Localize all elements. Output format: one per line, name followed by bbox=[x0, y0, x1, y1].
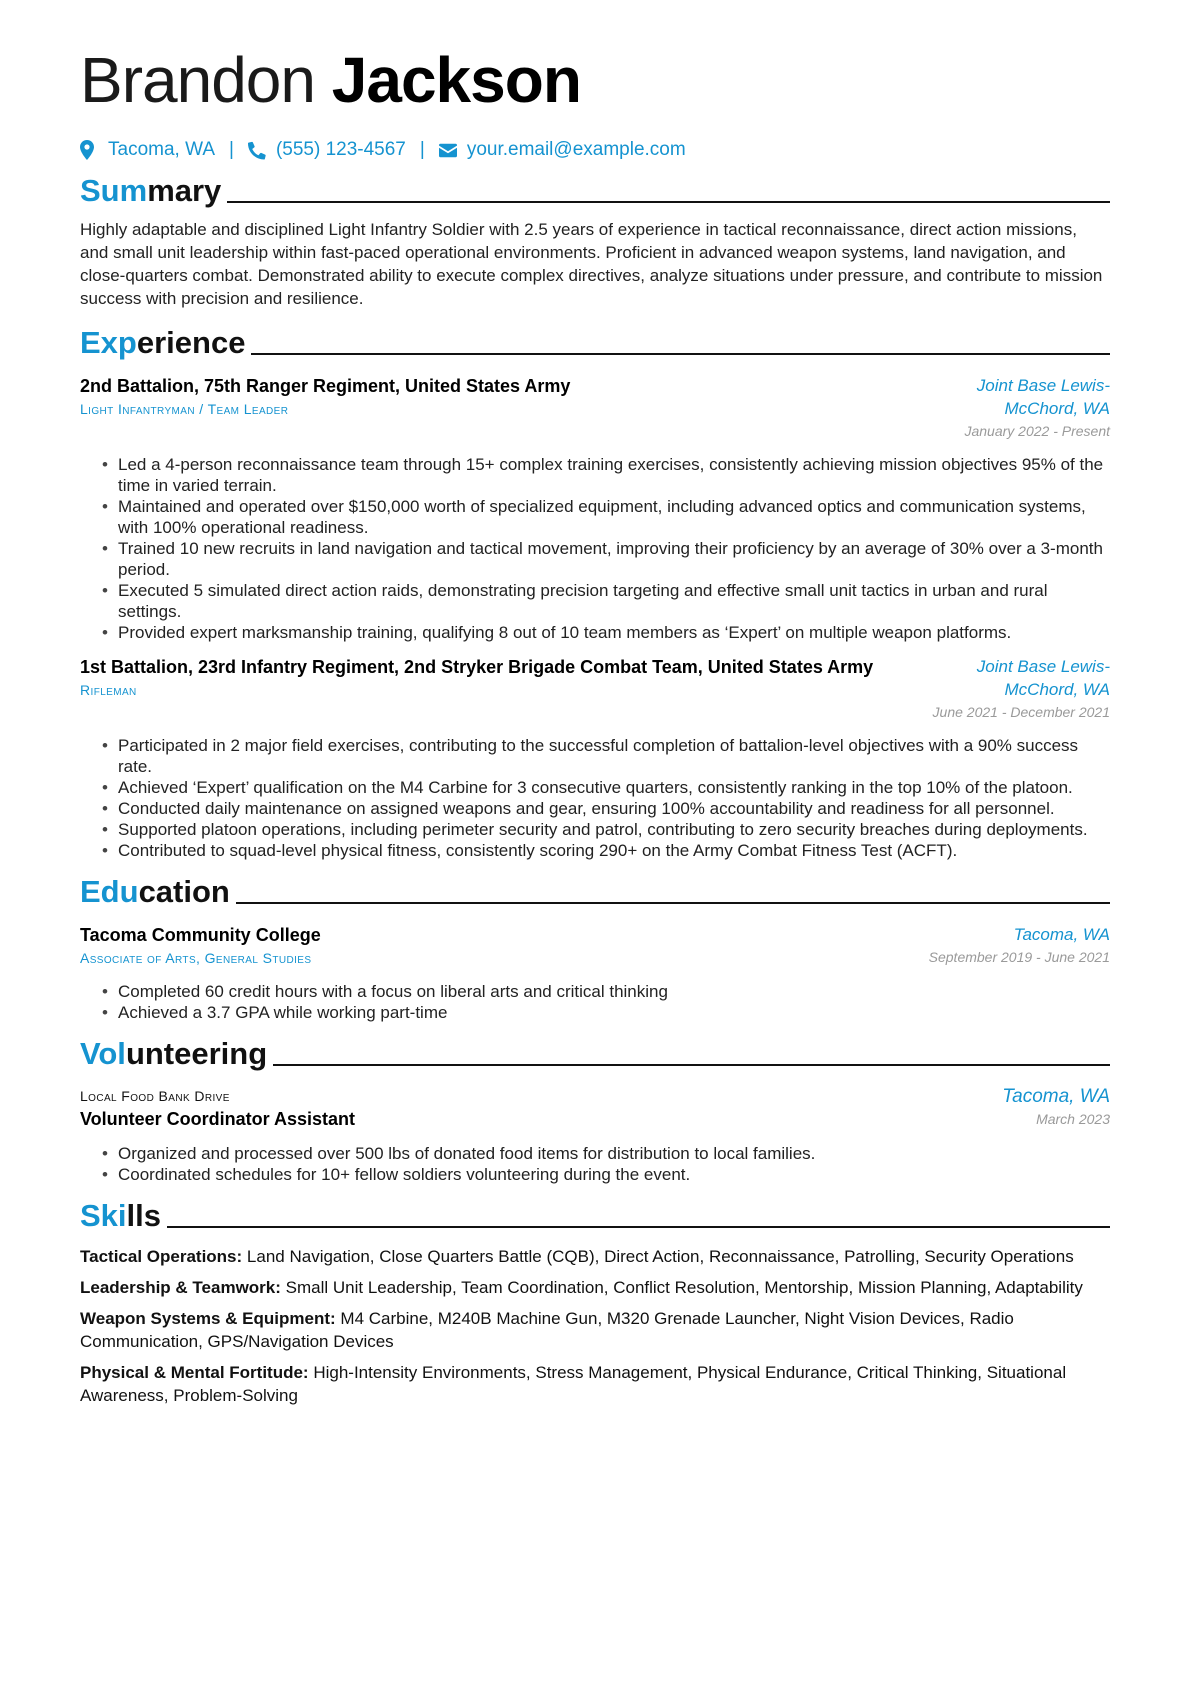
last-name: Jackson bbox=[331, 44, 581, 116]
title-rest: cation bbox=[138, 874, 230, 909]
bullet-item: • Completed 60 credit hours with a focus on liberal arts and critical thinking bbox=[118, 981, 1110, 1002]
section-title bbox=[80, 172, 221, 210]
skill-group bbox=[80, 1307, 1110, 1353]
map-pin-icon bbox=[80, 140, 98, 160]
title-highlight: Sum bbox=[80, 173, 148, 208]
job-title: Rifleman bbox=[80, 682, 137, 698]
institution: Tacoma Community College bbox=[80, 925, 321, 945]
entry-dates: September 2019 - June 2021 bbox=[928, 949, 1110, 965]
bullet-list bbox=[80, 735, 1110, 861]
bullet-list bbox=[80, 981, 1110, 1023]
bullet-item: • Supported platoon operations, including perimeter security and patrol, contributing to zero security breaches during deployments. bbox=[118, 819, 1110, 840]
section-title bbox=[80, 873, 230, 911]
bullet-item: • Led a 4-person reconnaissance team through 15+ complex training exercises, consistently achieving mission objectives 95% of the time in varied terrain. bbox=[118, 454, 1110, 496]
title-highlight: Exp bbox=[80, 325, 137, 360]
summary-heading bbox=[80, 172, 1110, 210]
contact-phone[interactable] bbox=[248, 139, 406, 161]
email-text: your.email@example.com bbox=[466, 139, 686, 160]
title-rest: lls bbox=[126, 1198, 161, 1233]
resume-page bbox=[80, 40, 1110, 1407]
education-entry bbox=[80, 923, 1110, 1023]
experience-entry bbox=[80, 374, 1110, 643]
skill-label: Physical & Mental Fortitude: bbox=[80, 1363, 309, 1382]
volunteering-heading bbox=[80, 1035, 1110, 1073]
bullet-item: • Achieved a 3.7 GPA while working part-time bbox=[118, 1002, 1110, 1023]
bullet-item: • Provided expert marksmanship training, qualifying 8 out of 10 team members as ‘Expert’ on multiple weapon platforms. bbox=[118, 622, 1110, 643]
experience-entry bbox=[80, 655, 1110, 861]
contact-separator: | bbox=[419, 139, 425, 160]
bullet-item: • Coordinated schedules for 10+ fellow soldiers volunteering during the event. bbox=[118, 1164, 1110, 1185]
contact-bar bbox=[80, 136, 1110, 164]
bullet-item: • Maintained and operated over $150,000 worth of specialized equipment, including advanced optics and communication systems, with 100% operational readiness. bbox=[118, 496, 1110, 538]
skill-items: Land Navigation, Close Quarters Battle (CQB), Direct Action, Reconnaissance, Patrolling, Security Operations bbox=[246, 1247, 1074, 1266]
skill-items: High-Intensity Environments, Stress Management, Physical Endurance, Critical Thinking, Situational Awareness, Problem-Solving bbox=[80, 1363, 1067, 1405]
section-title bbox=[80, 1197, 161, 1235]
organization: 2nd Battalion, 75th Ranger Regiment, United States Army bbox=[80, 376, 571, 396]
section-rule bbox=[167, 1226, 1110, 1228]
bullet-item: • Organized and processed over 500 lbs of donated food items for distribution to local families. bbox=[118, 1143, 1110, 1164]
bullet-list bbox=[80, 1143, 1110, 1185]
experience-heading bbox=[80, 324, 1110, 362]
section-rule bbox=[251, 353, 1110, 355]
location-text: Tacoma, WA bbox=[108, 139, 215, 160]
skill-label: Weapon Systems & Equipment: bbox=[80, 1309, 336, 1328]
contact-separator: | bbox=[229, 139, 234, 160]
entry-dates: June 2021 - December 2021 bbox=[932, 704, 1110, 720]
summary-text: Highly adaptable and disciplined Light Infantry Soldier with 2.5 years of experience in tactical reconnaissance, direct action missions, and small unit leadership within fast-paced operational environments. Proficient in advanced weapon systems, land navigation, and close-quarters combat. Demonstrated ability to execute complex directives, analyze situations under pressure, and contribute to mission success with precision and resilience. bbox=[80, 220, 1103, 308]
section-title bbox=[80, 1035, 267, 1073]
section-rule bbox=[227, 201, 1110, 203]
skill-group bbox=[80, 1245, 1110, 1268]
degree: Associate of Arts, General Studies bbox=[80, 950, 312, 966]
volunteer-title: Volunteer Coordinator Assistant bbox=[80, 1109, 356, 1129]
phone-icon bbox=[248, 140, 266, 160]
section-title bbox=[80, 324, 245, 362]
bullet-item: • Executed 5 simulated direct action raids, demonstrating precision targeting and effective small unit tactics in urban and rural settings. bbox=[118, 580, 1110, 622]
candidate-name bbox=[80, 40, 1110, 120]
bullet-item: • Conducted daily maintenance on assigned weapons and gear, ensuring 100% accountability and readiness for all personnel. bbox=[118, 798, 1110, 819]
title-highlight: Ski bbox=[80, 1198, 127, 1233]
bullet-item: • Achieved ‘Expert’ qualification on the M4 Carbine for 3 consecutive quarters, consistently ranking in the top 10% of the platoon. bbox=[118, 777, 1110, 798]
title-rest: mary bbox=[147, 173, 222, 208]
contact-location bbox=[80, 139, 215, 161]
phone-text: (555) 123-4567 bbox=[275, 139, 406, 160]
education-heading bbox=[80, 873, 1110, 911]
title-rest: erience bbox=[136, 325, 246, 360]
section-rule bbox=[236, 902, 1110, 904]
contact-email[interactable] bbox=[439, 139, 686, 161]
skill-items: M4 Carbine, M240B Machine Gun, M320 Grenade Launcher, Night Vision Devices, Radio Communication, GPS/Navigation Devices bbox=[80, 1309, 1014, 1351]
skill-items: Small Unit Leadership, Team Coordination, Conflict Resolution, Mentorship, Mission Planning, Adaptability bbox=[285, 1278, 1083, 1297]
skill-label: Leadership & Teamwork: bbox=[80, 1278, 281, 1297]
entry-dates: March 2023 bbox=[1036, 1111, 1110, 1127]
envelope-icon bbox=[439, 140, 457, 160]
title-highlight: Vol bbox=[80, 1036, 126, 1071]
skill-group bbox=[80, 1361, 1110, 1407]
bullet-item: • Contributed to squad-level physical fitness, consistently scoring 290+ on the Army Combat Fitness Test (ACFT). bbox=[118, 840, 1110, 861]
first-name: Brandon bbox=[80, 44, 315, 116]
volunteer-organization: Local Food Bank Drive bbox=[80, 1088, 230, 1104]
bullet-list bbox=[80, 454, 1110, 643]
entry-location: Joint Base Lewis-McChord, WA bbox=[976, 657, 1110, 699]
title-rest: unteering bbox=[125, 1036, 268, 1071]
skills-list bbox=[80, 1245, 1110, 1407]
title-highlight: Edu bbox=[80, 874, 139, 909]
skill-group bbox=[80, 1276, 1110, 1299]
entry-location: Joint Base Lewis-McChord, WA bbox=[976, 376, 1110, 418]
skills-heading bbox=[80, 1197, 1110, 1235]
bullet-item: • Trained 10 new recruits in land navigation and tactical movement, improving their proficiency by an average of 30% over a 3-month period. bbox=[118, 538, 1110, 580]
entry-dates: January 2022 - Present bbox=[964, 423, 1110, 439]
entry-location: Tacoma, WA bbox=[1013, 925, 1110, 944]
job-title: Light Infantryman / Team Leader bbox=[80, 401, 289, 417]
organization: 1st Battalion, 23rd Infantry Regiment, 2nd Stryker Brigade Combat Team, United States Army bbox=[80, 657, 874, 677]
section-rule bbox=[273, 1064, 1110, 1066]
volunteering-entry bbox=[80, 1085, 1110, 1185]
bullet-item: • Participated in 2 major field exercises, contributing to the successful completion of battalion-level objectives with a 90% success rate. bbox=[118, 735, 1110, 777]
entry-location: Tacoma, WA bbox=[1002, 1086, 1110, 1107]
skill-label: Tactical Operations: bbox=[80, 1247, 243, 1266]
